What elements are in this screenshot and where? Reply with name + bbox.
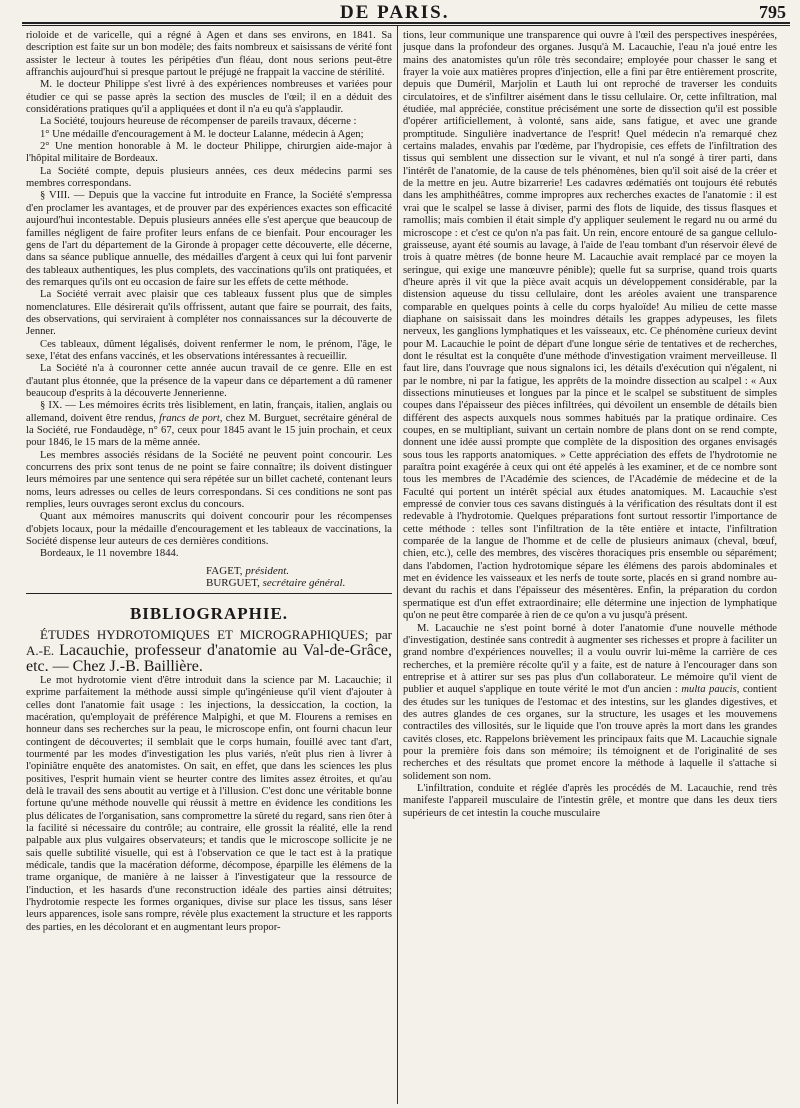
running-title: DE PARIS. bbox=[340, 2, 450, 23]
paragraph bbox=[403, 623, 777, 783]
paragraph: rioloide et de varicelle, qui a régné à Agen et dans ses environs, en 1841. Sa description est faite sur un bon modèle; des faits nombreux et saisissans de vérité font assister le lecteur à toutes les péripéties d'un fléau, dont nous serions peut-être affranchis aujourd'hui si presque partout le préjugé ne frappait la vaccine de stérilité. bbox=[26, 30, 392, 79]
signatory-name: BURGUET, bbox=[206, 577, 263, 590]
signatures bbox=[26, 565, 392, 590]
paragraph: Les membres associés résidans de la Société ne peuvent point concourir. Les concurrens des prix sont tenus de ne point se faire connaître; ils doivent distinguer leurs mémoires par une sentence qui sera répétée sur un billet cacheté, contenant leurs noms, leurs adresses ou celles de leurs correspondans. Si ces conditions ne sont pas remplies, leurs ouvrages seront exclus du concours. bbox=[26, 449, 392, 511]
text-run: , chez M. Burguet, secrétaire général de la Société, rue Fondaudège, n° 67, ceux pour 1845 avant le 15 juin prochain, et ceux pour 1846, le 15 mars de la même année. bbox=[26, 412, 392, 449]
section-paragraph: § VIII. — Depuis que la vaccine fut introduite en France, la Société s'empressa d'en proclamer les avantages, et de prouver par des expériences exactes son efficacité aujourd'hui incontestable. Depuis plusieurs années elle s'est aperçue que beaucoup de familles négligent de faire profiter leurs enfans de ce bienfait. Pour encourager les gens de l'art du département de la Gironde à propager cette découverte, elle décerne, dans sa séance publique annuelle, des médailles d'argent à ceux qui lui font parvenir des tableaux authentiques, les plus complets, des vaccinations qu'ils ont pratiquées, et des remarques qu'ils ont eu occasion de faire sur les effets de cette méthode. bbox=[26, 190, 392, 288]
italic-text: multa paucis bbox=[681, 684, 737, 696]
signature-secretary bbox=[26, 577, 392, 589]
text-run: § IX. — Les mémoires écrits très lisiblement, en latin, français, italien, anglais ou allemand, doivent être rendus, bbox=[26, 400, 392, 424]
work-author: Lacauchie, professeur d'anatomie au Val-de-Grâce, etc. — Chez J.-B. Baillière. bbox=[26, 641, 392, 675]
award-item: 2° Une mention honorable à M. le docteur Philippe, chirurgien aide-major à l'hôpital militaire de Bordeaux. bbox=[26, 141, 392, 165]
column-divider bbox=[397, 26, 398, 1104]
paragraph: Le mot hydrotomie vient d'être introduit dans la science par M. Lacauchie; il exprime parfaitement la méthode aussi simple qu'ingénieuse qu'il vient d'ajouter à celles dont l'anatomie fait usage : les injections, la dessiccation, la coction, la macération, qu'employait de préférence Malpighi, et que M. Flourens a remises en honneur dans ses recherches sur la peau, le microscope enfin, ont fourni chacun leur contingent de découvertes; il semblait que le corps humain, fouillé avec tant d'art, tourmenté par les modes d'investigation les plus variés, n'eût plus rien à livrer à l'opiniâtre enquête des anatomistes. On sait, en effet, que dans les sciences les plus positives, l'esprit humain vient se heurter contre des limites assez étroites, et qu'au delà le travail des sens aboutit au vertige et à l'illusion. C'est donc une véritable bonne fortune qu'une méthode nouvelle qui réussit à mettre en évidence les conditions les plus délicates de l'organisation, sans compromettre la sûreté du regard, sans rien ôter à la facilité si nécessaire du contrôle; au contraire, elle grossit la réalité, elle la rend palpable aux plus vulgaires observateurs; et tandis que le microscope sollicite je ne sais quelle subtilité visuelle, qui est à l'observation ce que le tact est à la pratique médicale, tandis que la macération déforme, décompose, éparpille les élémens de la trame organique, de manière à ne laisser à l'investigateur que la ressource de l'induction, et les hasards d'une reconstruction idéale des parties ainsi détruites; l'hydrotomie respecte les formes organiques, divise sur place les tissus, sans léser leurs apparences, isole sans rompre, révèle plus exactement la structure et les rapports des parties, en les décolorant et en augmentant leurs propor- bbox=[26, 674, 392, 933]
paragraph: La Société verrait avec plaisir que ces tableaux fussent plus que de simples nomenclatures. Elle désirerait qu'ils offrissent, autant que faire se pourrait, des faits, des observations, qui serviraient à compléter nos connaissances sur la découverte de Jenner. bbox=[26, 289, 392, 338]
paragraph: tions, leur communique une transparence qui ouvre à l'œil des perspectives inespérées, jusque dans la profondeur des organes. Jusqu'à M. Lacauchie, l'eau n'a joué entre les mains des anatomistes qu'un rôle très secondaire; employée pour chasser le sang et frayer la voie aux matières propres d'injection, elle a fini par être entièrement proscrite, depuis que Duméril, Marjolin et Lauth lui ont reproché de traverser les conduits circulatoires, et de s'infiltrer aisément dans le tissu cellulaire. Or, cette infiltration, mal étudiée, mal appréciée, constitue précisément une sorte de dissection qu'il est possible d'opérer artificiellement, à volonté, sans aide, sans fatigue, et avec une grande promptitude. Singulière inadvertance de l'esprit! Quel médecin n'a remarqué chez certains malades, envahis par l'œdème, par l'hydropisie, ces effets de l'infiltration des tissus qui semblent une dissection sur le vivant, et nul n'a songé à tirer parti, dans l'intérêt de l'anatomie, de la cause de tels phénomènes, bien qu'il soit aisé de la créer et de la mettre en jeu. Autre bizarrerie! Les cadavres œdématiés ont toujours été rebutés dans les amphithéâtres, comme impropres aux recherches exactes de l'anatomie : il est vrai que le scalpel se lasse à diviser, parmi des flots de liquide, des tissus flasques et ramollis; mais combien il était simple d'y appliquer seulement le regard nu ou armé du microscope : et c'est ce qu'on n'a pas fait. Un rein, encore entouré de sa gangue cellulo-graisseuse, ayant été soumis au lavage, à l'aide de l'eau tombant d'un réservoir élevé de trois à quatre mètres (de bonne heure M. Lacauchie avait remplacé par ce moyen la seringue, qui exige une manœuvre pénible); quelle fut sa surprise, quand trois quarts d'heure après il vit que la pièce avait acquis un développement considérable, par la distension aqueuse du tissu cellulaire, dont les aréoles avaient une transparence comparable en quelques points à celle du corps hyaloïde! Au milieu de cette masse diaphane on saisissait dans les moindres détails les grappes adypeuses, les filets nerveux, les ganglions lymphatiques et les vaisseaux, etc. Ce phénomène curieux devint pour M. Lacauchie le point de départ d'une longue série de tentatives et de recherches, dont le résultat est la conquête d'une méthode d'investigation vraiment merveilleuse. Il faut lire, dans l'ouvrage que nous signalons ici, les détails d'exécution qui n'égalent, ni par le nombre, ni par la fatigue, les apprêts de la moindre dissection au scalpel : « Aux dissections minutieuses et longues par la pince et le scalpel se substituent de simples coupes dans l'épaisseur des pièces infiltrées, qui dévoilent un ensemble de détails bien différent des aspects auxquels nous sommes habitués par la pratique ordinaire. Ces coupes, en se multipliant, suivant un certain nombre de plans dont on se rend compte, donnent une idée aussi prompte que complète de la disposition des organes envisagés sous tous les rapports anatomiques. » Cette appréciation des effets de l'hydrotomie ne paraîtra point exagérée à ceux qui ont été appelés à les examiner, et de ce nombre sont tous les membres de l'Académie des sciences, de l'Académie de médecine et de la Faculté qui portent un intérêt spécial aux études anatomiques. M. Lacauchie s'est empressé de convier tous ces savans distingués à la vérification des résultats dont il est redevable à l'hydrotomie. Quelques préparations font surtout ressortir l'importance de cette méthode : telles sont l'infiltration de la tête entière et intacte, l'infiltration comparée de la langue de l'homme et de celle de plusieurs animaux (cheval, bœuf, chien, etc.), celle des membres, des viscères thoraciques pris ensemble ou séparément; dans l'abdomen, l'action hydrotomique sépare les élémens des parois abdominales et met en évidence les vaisseaux et les nerfs de toute sorte, placés en si grand nombre au-devant du rachis et dans l'épaisseur des mésentères. Enfin, la préparation du cordon spermatique est d'un effet extraordinaire; elle détermine une injection de lymphatique qu'on ne peut être comparée à rien de ce qu'on a vu jusqu'à présent. bbox=[403, 30, 777, 622]
italic-text: francs de port bbox=[159, 412, 220, 424]
signatory-name: FAGET, bbox=[206, 564, 246, 577]
paragraph: M. le docteur Philippe s'est livré à des expériences nombreuses et variées pour étudier ce qui se passe après la section des muscles de l'œil; il en a déduit des considérations pratiques qu'il a appliquées et dont il n'a eu qu'à s'applaudir. bbox=[26, 79, 392, 116]
paragraph: L'infiltration, conduite et réglée d'après les procédés de M. Lacauchie, rend très manifeste l'appareil musculaire de l'intestin grêle, et montre que dans les deux tiers supérieurs de cet intestin la couche musculaire bbox=[403, 782, 777, 819]
paragraph: La Société n'a à couronner cette année aucun travail de ce genre. Elle en est d'autant plus étonnée, que la présence de la vapeur dans ce département a dû ramener beaucoup d'esprits à la découverte Jennerienne. bbox=[26, 363, 392, 399]
paragraph: Quant aux mémoires manuscrits qui doivent concourir pour les récompenses d'objets locaux, pour la médaille d'encouragement et les tableaux de vaccinations, la Société dispense leur auteurs de ces dernières conditions. bbox=[26, 511, 392, 548]
bibliography-entry bbox=[26, 627, 392, 675]
left-column bbox=[26, 30, 392, 1106]
text-run: M. Lacauchie ne s'est point borné à doter l'anatomie d'une nouvelle méthode d'investigation, destinée sans contredit à augmenter ses richesses et propre à faciliter un grand nombre d'expériences nouvelles; il a voulu ouvrir lui-même la carrière de ces recherches, et la première récolte qu'il y a faite, est de nature à l'encourager dans son entreprise et à attirer sur ses pas plus d'un collaborateur. Le mémoire qu'il vient de publier et auquel s'applique en toute vérité le mot d'un ancien : bbox=[403, 622, 777, 696]
section-paragraph bbox=[26, 400, 392, 449]
signature-president bbox=[26, 565, 392, 577]
dateline: Bordeaux, le 11 novembre 1844. bbox=[40, 548, 179, 560]
award-item: 1° Une médaille d'encouragement à M. le docteur Lalanne, médecin à Agen; bbox=[40, 128, 364, 140]
paragraph: La Société, toujours heureuse de récompenser de pareils travaux, décerne : bbox=[40, 116, 357, 128]
right-column bbox=[403, 30, 777, 1106]
signatory-role: secrétaire général. bbox=[262, 577, 346, 590]
paragraph: Ces tableaux, dûment légalisés, doivent renfermer le nom, le prénom, l'âge, le sexe, l'état des enfans vaccinés, et les observations intéressantes à recueillir. bbox=[26, 338, 392, 362]
page-number: 795 bbox=[759, 2, 786, 22]
header-rule bbox=[22, 22, 790, 26]
section-title: BIBLIOGRAPHIE. bbox=[129, 604, 289, 624]
page-header bbox=[0, 0, 800, 22]
section-rule bbox=[26, 593, 392, 594]
signatory-role: président. bbox=[245, 564, 290, 577]
work-title: ÉTUDES HYDROTOMIQUES ET MICROGRAPHIQUES; par A.-E. bbox=[26, 626, 392, 658]
paragraph: La Société compte, depuis plusieurs années, ces deux médecins parmi ses membres correspondans. bbox=[26, 165, 392, 190]
text-run: , contient des études sur les tuniques de l'estomac et des intestins, sur les glandes digestives, et des autres glandes de ces organes, sur la structure, les usages et les mouvemens contractiles des villosités, sur le liquide que l'on trouve après la mort dans les grandes cavités closes, etc. Rappelons brièvement les principaux faits que M. Lacauchie signale pour la première fois dans son mémoire; ils témoignent et de l'originalité de ses recherches et des résultats que promet encore la méthode à laquelle il s'attache si solidement son nom. bbox=[403, 684, 777, 782]
